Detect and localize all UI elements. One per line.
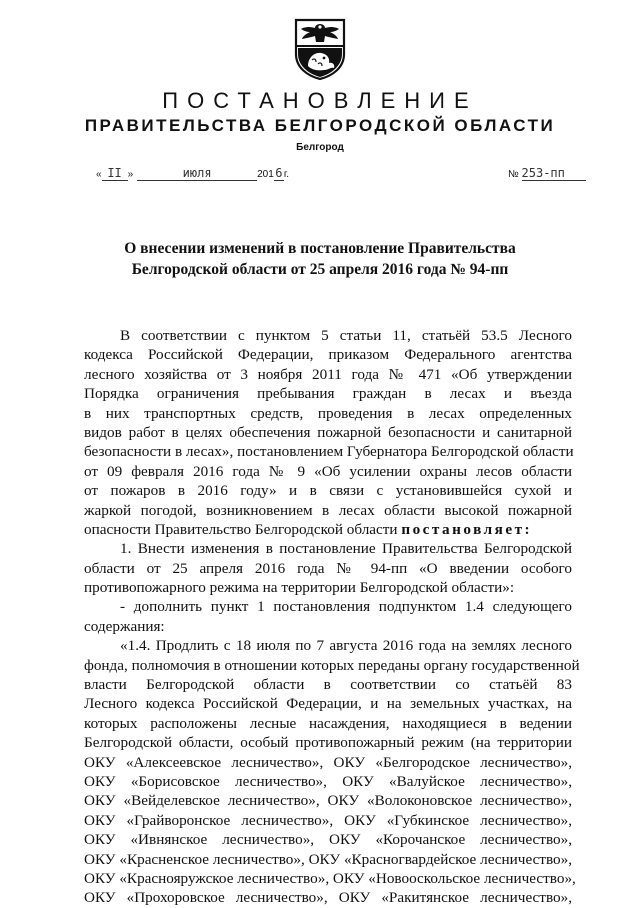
document-heading	[0, 238, 640, 280]
body-line: ОКУ «Борисовское лесничество», ОКУ «Валуйское лесничество»,	[84, 772, 572, 790]
date-year-unit: г.	[283, 169, 290, 180]
body-line: безопасности в лесах», постановлением Губернатора Белгородской области	[84, 443, 574, 461]
body-line: Белгородской области, особый противопожарный режим (на территории	[84, 734, 572, 752]
document-type-title: ПОСТАНОВЛЕНИЕ	[162, 88, 478, 113]
body-line: которых расположены лесные насаждения, находящиеся в ведении	[84, 714, 572, 732]
body-line: В соответствии с пунктом 5 статьи 11, статьёй 53.5 Лесного	[120, 327, 572, 344]
body-line: «1.4. Продлить с 18 июля по 7 августа 2016 года на землях лесного	[120, 637, 572, 655]
date-day: II	[107, 166, 122, 180]
body-line: от пожаров в 2016 году» и в связи с установившейся сухой и	[84, 482, 572, 500]
number-label: №	[508, 169, 519, 180]
date-open-quote: «	[96, 169, 102, 180]
body-line: от 09 февраля 2016 года № 9 «Об усилении охраны лесов области	[84, 462, 572, 480]
body-line: содержания:	[84, 617, 165, 635]
decree-number	[508, 166, 586, 184]
body-line: опасности Правительство Белгородской области	[84, 520, 398, 538]
body-line: Порядка ограничения пребывания граждан в лесах и въезда	[84, 385, 572, 403]
body-line-with-decree	[84, 520, 572, 539]
decree-word: постановляет:	[401, 520, 533, 538]
decree-date	[96, 166, 289, 184]
number-value: 253-пп	[521, 166, 565, 180]
body-line: ОКУ «Алексеевское лесничество», ОКУ «Белгородское лесничество»,	[84, 753, 572, 771]
heading-line: Белгородской области от 25 апреля 2016 года № 94-пп	[131, 261, 509, 278]
body-line: ОКУ «Красненское лесничество», ОКУ «Красногвардейское лесничество»,	[84, 850, 572, 868]
document-body	[84, 326, 580, 908]
body-line: ОКУ «Краснояружское лесничество», ОКУ «Новооскольское лесничество»,	[84, 869, 576, 887]
body-line: кодекса Российской Федерации, приказом Федерального агентства	[84, 346, 572, 364]
body-line: ОКУ «Прохоровское лесничество», ОКУ «Ракитянское лесничество»,	[84, 889, 572, 907]
belgorod-coat-of-arms-icon	[294, 18, 346, 80]
body-line: жаркой погодой, возникновением в лесах области высокой пожарной	[84, 501, 572, 519]
city-name: Белгород	[296, 142, 344, 153]
body-line: Лесного кодекса Российской Федерации, и на земельных участках, на	[84, 695, 572, 713]
issuing-authority: ПРАВИТЕЛЬСТВА БЕЛГОРОДСКОЙ ОБЛАСТИ	[84, 116, 556, 135]
body-line: противопожарного режима на территории Белгородской области»:	[84, 579, 515, 597]
date-year-suffix: 6	[275, 166, 283, 180]
body-line: видов работ в целях обеспечения пожарной безопасности и санитарной	[84, 423, 572, 441]
body-line: власти Белгородской области в соответствии со статьёй 83	[84, 676, 572, 694]
body-line: фонда, полномочия в отношении которых переданы органу государственной	[84, 656, 580, 674]
body-line: лесного хозяйства от 3 ноября 2011 года № 471 «Об утверждении	[84, 365, 572, 383]
body-line: ОКУ «Грайворонское лесничество», ОКУ «Губкинское лесничество»,	[84, 811, 572, 829]
body-line: в них транспортных средств, проведения в лесах определенных	[84, 404, 572, 422]
body-line: ОКУ «Вейделевское лесничество», ОКУ «Волоконовское лесничество»,	[84, 792, 572, 810]
body-line: 1. Внести изменения в постановление Правительства Белгородской	[120, 540, 572, 558]
date-close-quote: »	[127, 169, 134, 180]
date-year-prefix: 201	[257, 169, 274, 180]
body-line: области от 25 апреля 2016 года № 94-пп «О введении особого	[84, 559, 572, 577]
body-line: ОКУ «Ивнянское лесничество», ОКУ «Корочанское лесничество»,	[84, 831, 572, 849]
body-line: - дополнить пункт 1 постановления подпунктом 1.4 следующего	[120, 598, 572, 616]
heading-line: О внесении изменений в постановление Правительства	[124, 240, 516, 257]
date-month: июля	[182, 166, 212, 180]
